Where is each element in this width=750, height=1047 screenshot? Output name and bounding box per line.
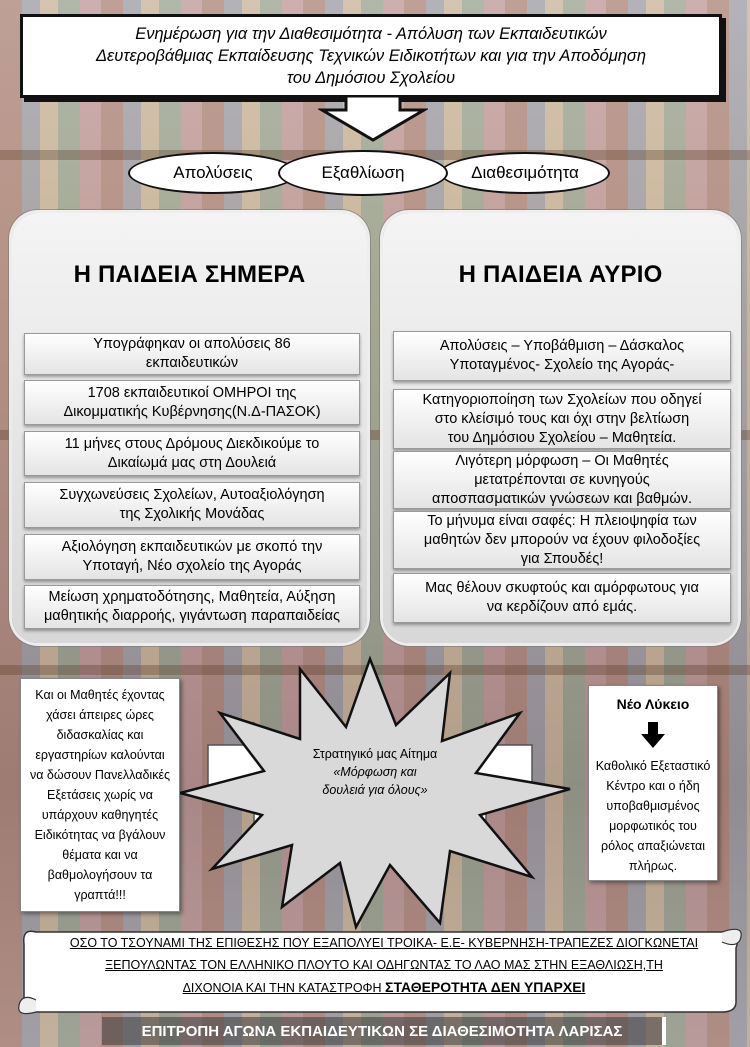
item-line: στο κλείσιμό τους και όχι στην βελτίωση [434, 410, 690, 427]
item-line: για Σπουδές! [520, 550, 604, 567]
star-line: δουλειά για όλους» [322, 783, 428, 797]
note-line: χάσει άπειρες ώρες [46, 708, 154, 722]
list-item [393, 451, 731, 509]
note-line: υποβαθμισμένος [606, 799, 700, 813]
item-line: εκπαιδευτικών [145, 355, 239, 371]
item-line: μαθητικής διαρροής, γιγάντωση παραπαιδείας [43, 608, 341, 624]
item-line: μετατρέπονται σε κυνηγούς [474, 471, 650, 488]
note-line: υπάρχουν καθηγητές [41, 808, 159, 822]
item-line: αποσπασματικών γνώσεων και βαθμών. [432, 490, 692, 507]
item-line: Το μήνυμα είναι σαφές: Η πλειοψηφία των [427, 512, 697, 529]
footer-committee: ΕΠΙΤΡΟΠΗ ΑΓΩΝΑ ΕΚΠΑΙΔΕΥΤΙΚΩΝ ΣΕ ΔΙΑΘΕΣΙΜΟΤΗΤΑ ΛΑΡΙΣΑΣ [102, 1017, 666, 1045]
note-line: θέματα και να [62, 848, 138, 862]
item-line: 1708 εκπαιδευτικοί ΟΜΗΡΟΙ της [87, 384, 297, 401]
oval-label: Διαθεσιμότητα [471, 163, 579, 182]
item-line: Υποταγμένος- Σχολείο της Αγοράς- [449, 357, 675, 373]
note-line: Ειδικότητας να βγάλουν [34, 828, 166, 842]
item-line: μαθητών δεν μπορούν να έχουν φιλοδοξίες [423, 531, 701, 548]
list-item [24, 333, 360, 375]
star-line: «Μόρφωση και [333, 765, 417, 779]
item-line: της Σχολικής Μονάδας [119, 506, 265, 522]
note-line: γραπτά!!! [74, 888, 126, 902]
item-line: Απολύσεις – Υποβάθμιση – Δάσκαλος [439, 338, 685, 354]
item-line: του Δημόσιου Σχολείου – Μαθητεία. [447, 429, 677, 446]
note-line: μορφωτικός του [609, 819, 697, 833]
banner-emphasis: ΣΤΑΘΕΡΟΤΗΤΑ ΔΕΝ ΥΠΑΡΧΕΙ [385, 979, 586, 995]
item-line: Μας θέλουν σκυφτούς και αμόρφωτους για [425, 580, 699, 596]
note-line: βαθμολογήσουν τα [47, 868, 153, 882]
banner-line: ΟΣΟ ΤΟ ΤΣΟΥΝΑΜΙ ΤΗΣ ΕΠΙΘΕΣΗΣ ΠΟΥ ΕΞΑΠΟΛΥΕΙ ΤΡΟΙΚΑ- Ε.Ε- ΚΥΒΕΡΝΗΣΗ-ΤΡΑΠΕΖΕΣ ΔΙΟΓΚΩΝΕΤΑΙ [69, 936, 699, 950]
star-line: Στρατηγικό μας Αίτημα [312, 747, 438, 761]
title-line: Ενημέρωση για την Διαθεσιμότητα - Απόλυση των Εκπαιδευτικών [135, 25, 607, 43]
lyceum-title: Νέο Λύκειο [616, 696, 690, 712]
item-line: 11 μήνες στους Δρόμους Διεκδικούμε το [64, 435, 320, 452]
oval-label: Εξαθλίωση [321, 163, 405, 182]
list-item [24, 534, 360, 580]
banner-line-start: ΔΙΧΟΝΟΙΑ ΚΑΙ ΤΗΝ ΚΑΤΑΣΤΡΟΦΗ [182, 981, 382, 995]
note-line: εργαστηρίων καλούνται [35, 748, 165, 762]
list-item [24, 482, 360, 528]
list-item [24, 380, 360, 425]
item-line: Μείωση χρηματοδότησης, Μαθητεία, Αύξηση [48, 589, 336, 605]
list-item [24, 431, 360, 476]
title-line: Δευτεροβάθμιας Εκπαίδευσης Τεχνικών Ειδικοτήτων και για την Αποδόμηση [95, 47, 647, 65]
item-line: Συγχωνεύσεις Σχολείων, Αυτοαξιολόγηση [59, 487, 325, 503]
banner-line [46, 976, 722, 999]
item-line: Δικομματικής Κυβέρνησης(Ν.Δ-ΠΑΣΟΚ) [63, 403, 321, 420]
note-line: Καθολικό Εξεταστικό [595, 759, 711, 773]
down-arrow-icon [641, 722, 665, 748]
students-note-box [20, 678, 180, 912]
note-line: Εξετάσεις χωρίς να [47, 788, 153, 802]
oval-dismissals [128, 152, 298, 194]
list-item [393, 331, 731, 381]
oval-label: Απολύσεις [173, 163, 253, 182]
panel-education-today [12, 213, 367, 643]
title-box [20, 14, 722, 98]
note-line: Κέντρο και ο ήδη [606, 779, 700, 793]
list-item [393, 573, 731, 623]
item-line: Δικαίωμά μας στη Δουλειά [107, 454, 277, 471]
oval-availability [278, 150, 448, 196]
note-line: να δώσουν Πανελλαδικές [29, 768, 171, 782]
note-line: Και οι Μαθητές έχοντας [35, 688, 165, 702]
banner-line: ΞΕΠΟΥΛΩΝΤΑΣ ΤΟΝ ΕΛΛΗΝΙΚΟ ΠΛΟΥΤΟ ΚΑΙ ΟΔΗΓΩΝΤΑΣ ΤΟ ΛΑΟ ΜΑΣ ΣΤΗΝ ΕΞΑΘΛΙΩΣΗ,ΤΗ [105, 958, 663, 972]
list-item [24, 585, 360, 629]
panel-education-tomorrow [383, 213, 738, 643]
list-item [393, 511, 731, 569]
note-line: διδασκαλίας και [56, 728, 144, 742]
star-demand-text [290, 745, 460, 799]
title-line: του Δημόσιου Σχολείου [286, 69, 456, 87]
item-line: Κατηγοριοποίηση των Σχολείων που οδηγεί [422, 391, 702, 408]
panel-title: Η ΠΑΙΔΕΙΑ ΣΗΜΕΡΑ [73, 261, 306, 288]
panel-title: Η ΠΑΙΔΕΙΑ ΑΥΡΙΟ [458, 261, 663, 288]
item-line: Λιγότερη μόρφωση – Οι Μαθητές [455, 452, 669, 469]
item-line: να κερδίζουν από εμάς. [486, 599, 638, 615]
note-line: ρόλος απαξιώνεται [601, 839, 705, 853]
list-item [393, 389, 731, 449]
banner-text [46, 932, 722, 999]
new-lyceum-box [588, 685, 718, 881]
oval-destitution [440, 152, 610, 194]
item-line: Υποταγή, Νέο σχολείο της Αγοράς [82, 558, 302, 574]
item-line: Αξιολόγηση εκπαιδευτικών με σκοπό την [61, 539, 323, 555]
item-line: Υπογράφηκαν οι απολύσεις 86 [93, 336, 291, 352]
down-arrow-icon [318, 96, 428, 142]
note-line: πλήρως. [628, 859, 678, 873]
